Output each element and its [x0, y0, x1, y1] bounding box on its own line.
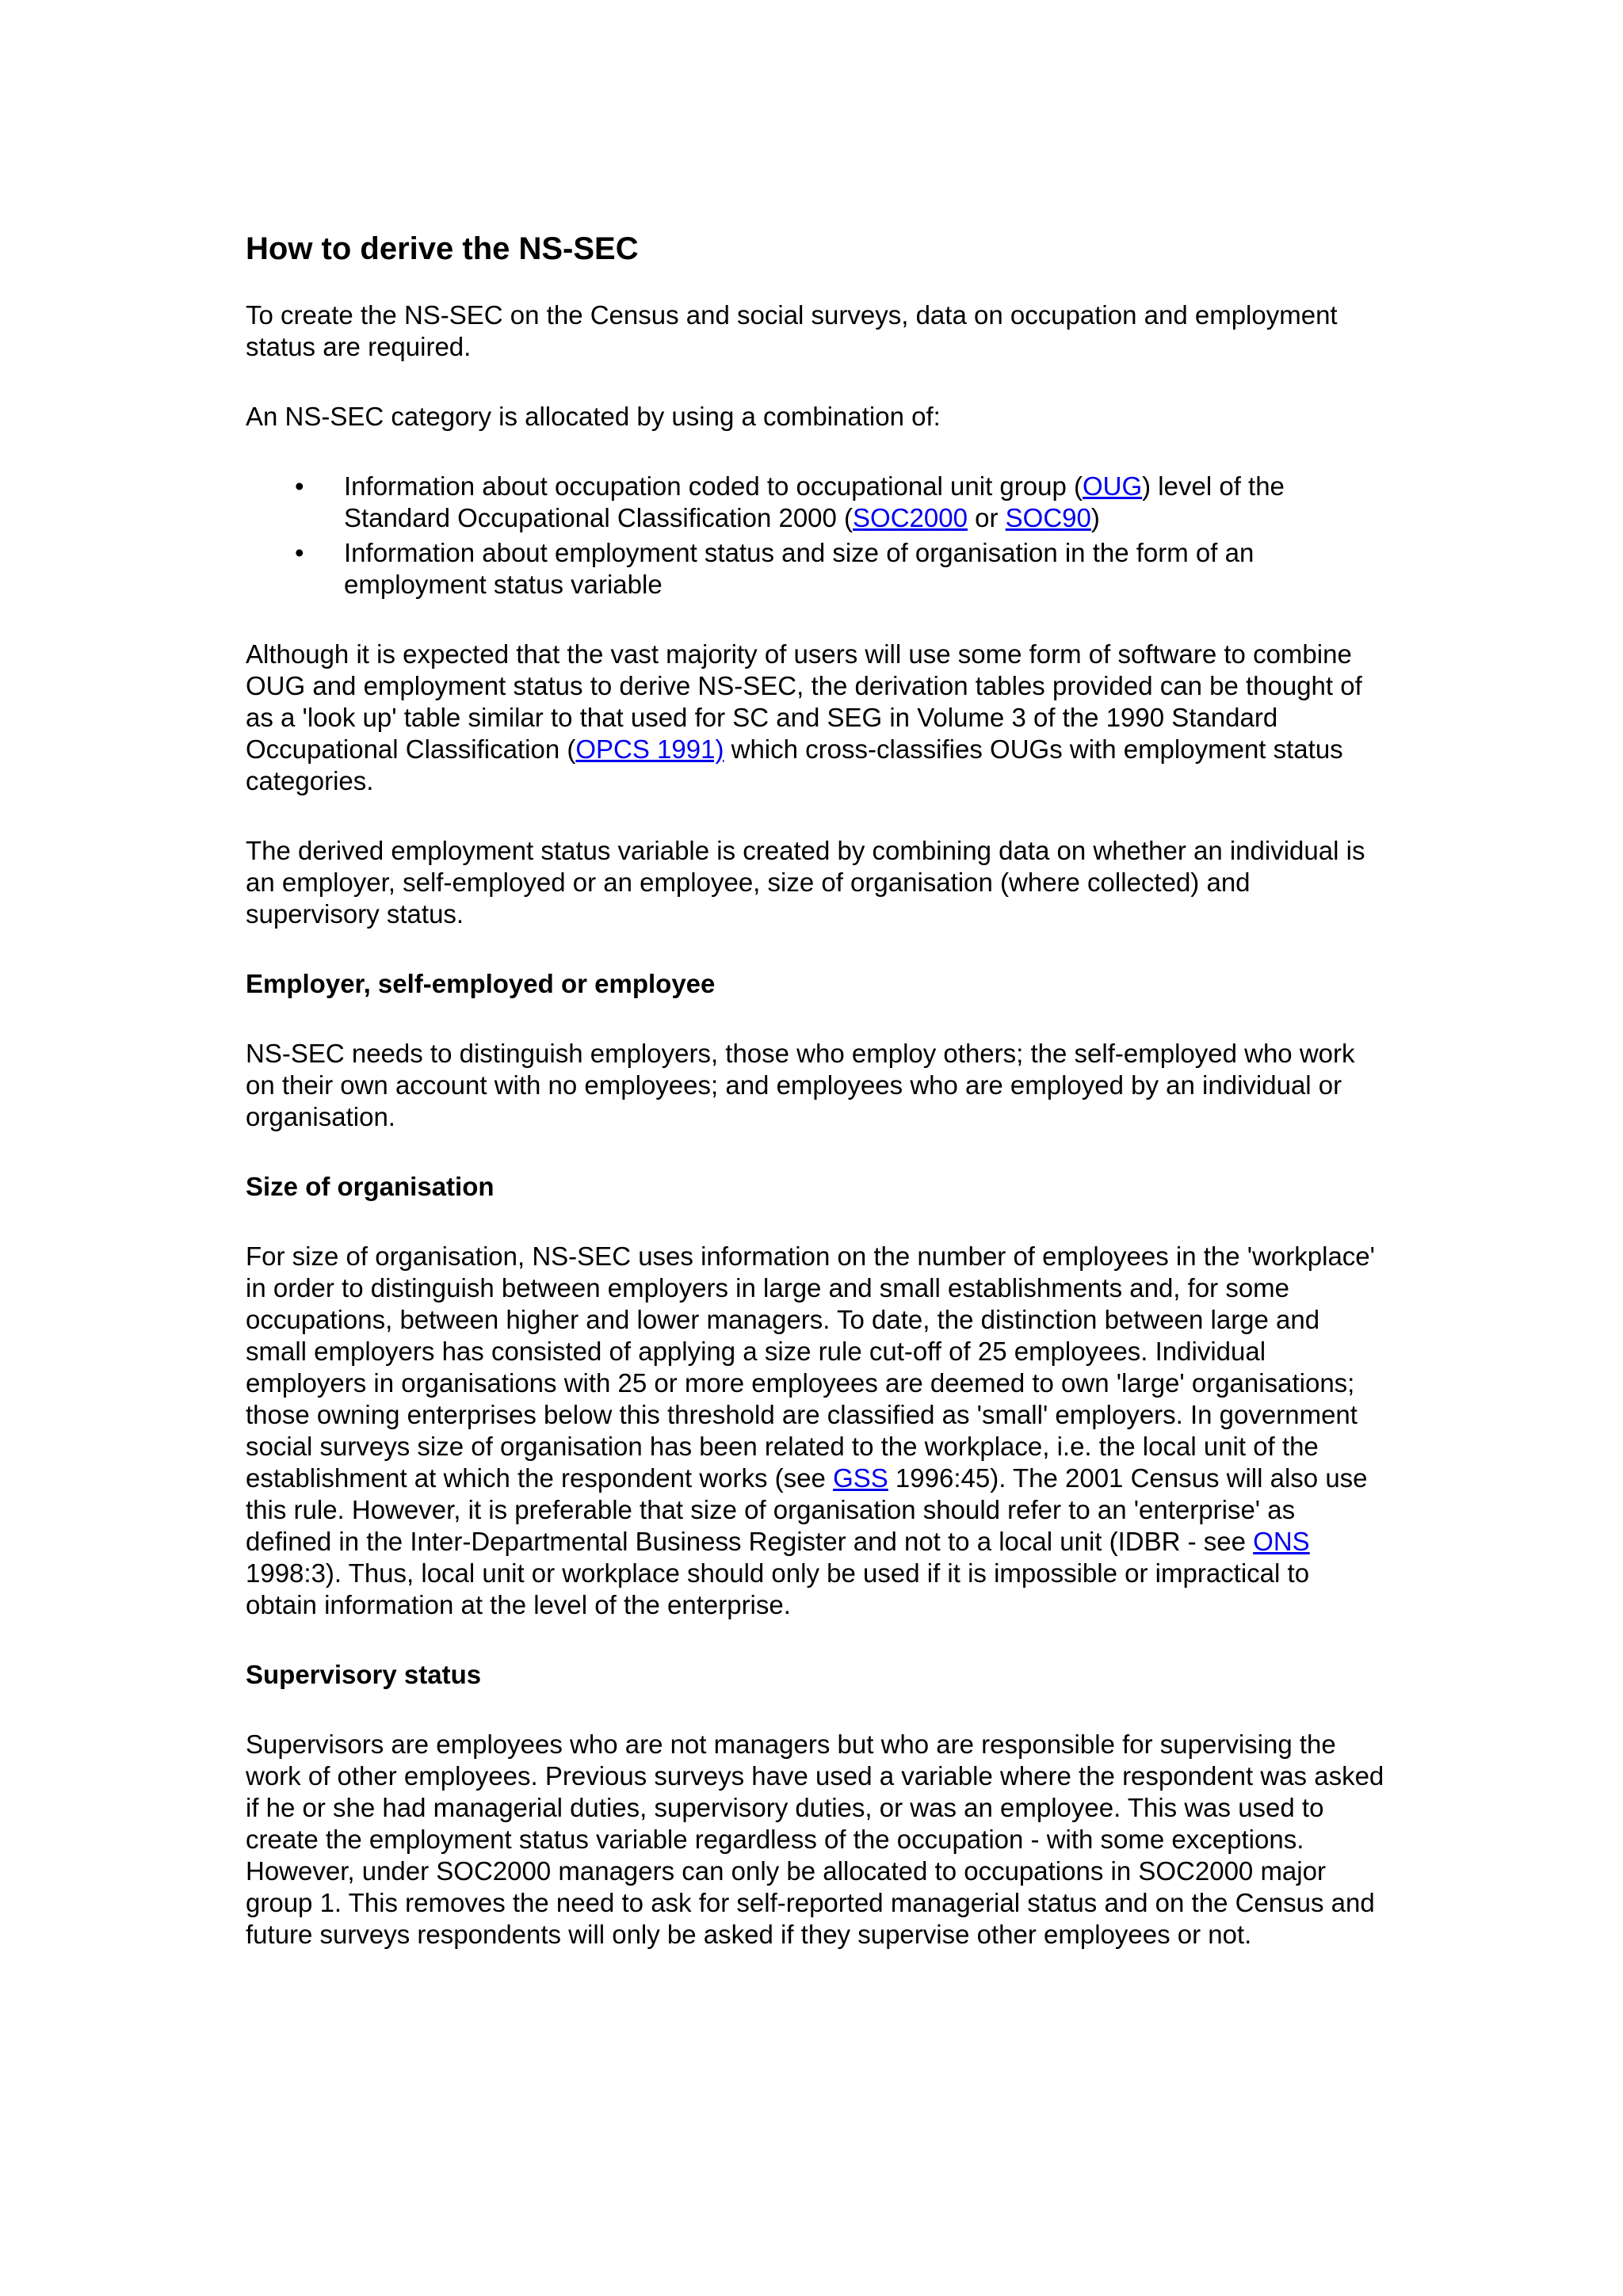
document-page: [246, 230, 1387, 1989]
paragraph-text: 1996:45). The 2001 Census will also use this rule. However, it is preferable that size of organisation should refer to an 'enterprise' as defined in the Inter-Departmental Business Register and not to a local unit (IDBR - see: [246, 1463, 1368, 1556]
link-opcs-1991[interactable]: OPCS 1991): [575, 734, 724, 764]
paragraph-text: For size of organisation, NS-SEC uses information on the number of employees in the 'workplace' in order to distinguish between employers in large and small establishments and, for some occupations, between higher and lower managers. To date, the distinction between large and small employers has consisted of applying a size rule cut-off of 25 employees. Individual employers in organisations with 25 or more employees are deemed to own 'large' organisations; those owning enterprises below this threshold are classified as 'small' employers. In government social surveys size of organisation has been related to the workplace, i.e. the local unit of the establishment at which the respondent works (see: [246, 1241, 1375, 1493]
list-item: [246, 537, 1387, 601]
heading-size-of-organisation: Size of organisation: [246, 1172, 495, 1201]
lead-in-paragraph: An NS-SEC category is allocated by using a combination of:: [246, 402, 941, 431]
link-oug[interactable]: OUG: [1082, 471, 1143, 501]
page-title: How to derive the NS-SEC: [246, 231, 639, 266]
list-text: Information about employment status and size of organisation in the form of an employment status variable: [344, 538, 1254, 599]
list-text: ): [1090, 503, 1100, 532]
intro-paragraph: To create the NS-SEC on the Census and social surveys, data on occupation and employment status are required.: [246, 300, 1338, 361]
link-ons[interactable]: ONS: [1253, 1527, 1310, 1556]
software-paragraph: [246, 639, 1387, 797]
list-text: ) level of the Standard Occupational Classification 2000 (: [344, 471, 1285, 532]
size-paragraph: [246, 1241, 1387, 1621]
employer-paragraph: NS-SEC needs to distinguish employers, those who employ others; the self-employed who work on their own account with no employees; and employees who are employed by an individual or organisation.: [246, 1039, 1355, 1131]
paragraph-text: which cross-classifies OUGs with employment status categories.: [246, 734, 1343, 795]
derived-variable-paragraph: The derived employment status variable is created by combining data on whether an individual is an employer, self-employed or an employee, size of organisation (where collected) and supervisory status.: [246, 836, 1365, 929]
list-text: Information about occupation coded to occupational unit group (: [344, 471, 1083, 501]
list-text: or: [967, 503, 1006, 532]
list-item: [246, 471, 1387, 534]
paragraph-text: Although it is expected that the vast majority of users will use some form of software to combine OUG and employment status to derive NS-SEC, the derivation tables provided can be thought of as a 'look up' table similar to that used for SC and SEG in Volume 3 of the 1990 Standard Occupational Classification (: [246, 639, 1362, 764]
link-soc2000[interactable]: SOC2000: [853, 503, 968, 532]
heading-supervisory-status: Supervisory status: [246, 1660, 482, 1689]
bullet-icon: •: [295, 538, 304, 567]
supervisory-paragraph: Supervisors are employees who are not managers but who are responsible for supervising the work of other employees. Previous surveys have used a variable where the respondent was asked if he or she had managerial duties, supervisory duties, or was an employee. This was used to create the employment status variable regardless of the occupation - with some exceptions. However, under SOC2000 managers can only be allocated to occupations in SOC2000 major group 1. This removes the need to ask for self-reported managerial status and on the Census and future surveys respondents will only be asked if they supervise other employees or not.: [246, 1730, 1384, 1949]
link-soc90[interactable]: SOC90: [1005, 503, 1091, 532]
bullet-icon: •: [295, 471, 304, 501]
paragraph-text: 1998:3). Thus, local unit or workplace should only be used if it is impossible or impractical to obtain information at the level of the enterprise.: [246, 1558, 1310, 1619]
link-gss[interactable]: GSS: [833, 1463, 888, 1493]
heading-employer: Employer, self-employed or employee: [246, 969, 716, 998]
criteria-list: [246, 471, 1387, 601]
